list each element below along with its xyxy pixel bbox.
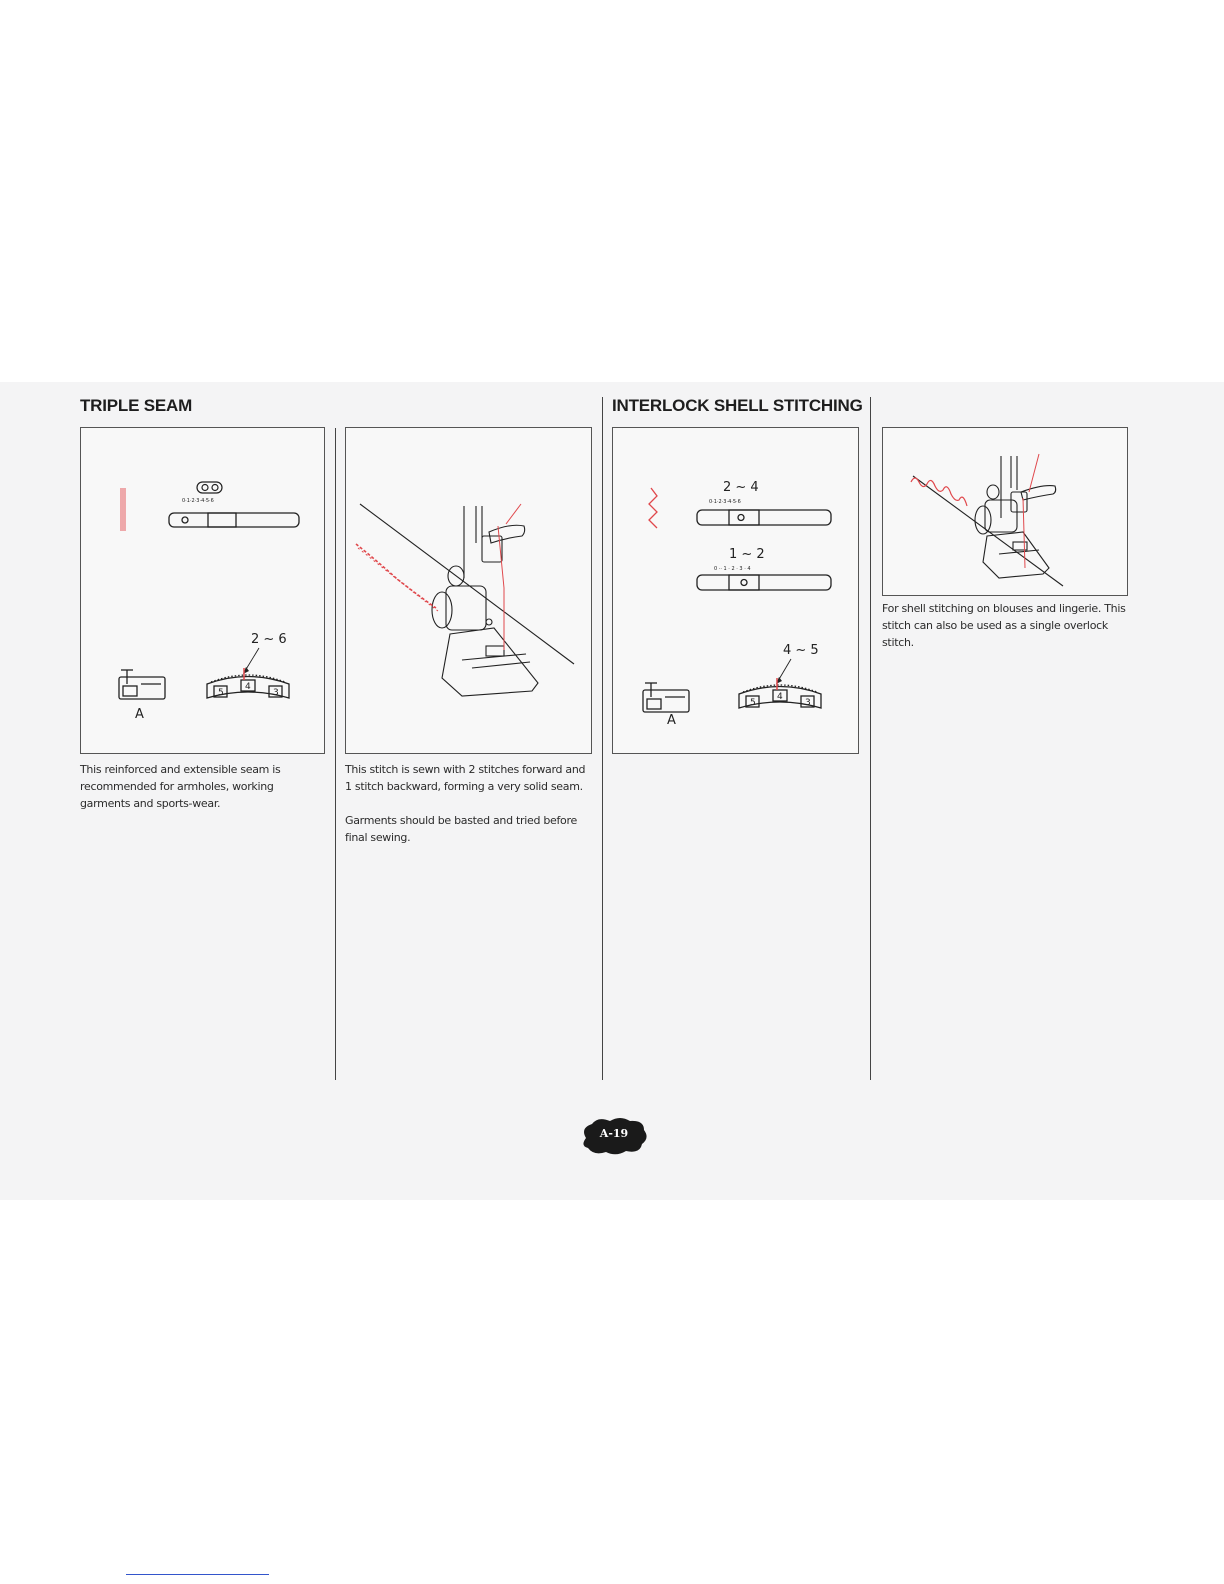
interlock-illustration-panel (882, 427, 1128, 596)
interlock-presser-foot-a-icon (643, 683, 689, 712)
triple-tension-range: 2 ~ 6 (251, 632, 287, 647)
interlock-length-range: 1 ~ 2 (729, 547, 765, 562)
triple-foot-label: A (135, 707, 144, 722)
triple-seam-illustration-panel (345, 427, 592, 754)
interlock-dial-number-3: 3 (805, 698, 811, 708)
column-divider-3 (870, 397, 871, 1080)
sewing-foot-illustration-icon (360, 504, 574, 696)
triple-width-scale: 0·1·2·3·4·5·6 (182, 498, 214, 504)
footer-link-underline[interactable] (126, 1574, 269, 1575)
page-number: A-19 (599, 1127, 629, 1140)
interlock-length-scale: 0 ·· 1 · 2 · 3 · 4 (714, 566, 751, 572)
interlock-tension-range: 4 ~ 5 (783, 643, 819, 658)
triple-stitch-symbol-icon (121, 488, 125, 531)
interlock-width-slider-icon (697, 510, 831, 525)
interlock-width-range: 2 ~ 4 (723, 480, 759, 495)
interlock-width-scale: 0·1·2·3·4·5·6 (709, 499, 741, 505)
overlock-foot-illustration-icon (913, 456, 1063, 586)
interlock-dial-number-1: 5 (750, 698, 756, 708)
triple-width-slider-icon (169, 513, 299, 527)
column-divider-1 (335, 428, 336, 1080)
interlock-settings-panel (612, 427, 859, 754)
interlock-title: INTERLOCK SHELL STITCHING (612, 396, 863, 415)
triple-seam-basting-note: Garments should be basted and tried before final sewing. (345, 814, 577, 844)
column-divider-2 (602, 397, 603, 1080)
triple-seam-settings-panel (80, 427, 325, 754)
shell-stitch-icon (911, 478, 967, 506)
interlock-foot-label: A (667, 713, 676, 728)
triple-seam-title: TRIPLE SEAM (80, 396, 193, 415)
interlock-stitch-symbol-icon (649, 488, 657, 528)
triple-dial-number-1: 5 (218, 688, 224, 698)
triple-dial-number-3: 3 (273, 688, 279, 698)
triple-dial-number-2: 4 (245, 682, 251, 692)
triple-seam-sewing-note: This stitch is sewn with 2 stitches forward and 1 stitch backward, forming a very solid seam. (345, 763, 586, 793)
interlock-dial-number-2: 4 (777, 692, 783, 702)
triple-seam-description: This reinforced and extensible seam is recommended for armholes, working garments and sports-wear. (80, 763, 281, 810)
interlock-length-slider-icon (697, 575, 831, 590)
interlock-description: For shell stitching on blouses and lingerie. This stitch can also be used as a single overlock stitch. (882, 602, 1126, 649)
presser-foot-a-icon (119, 670, 165, 699)
needle-position-icon (197, 482, 222, 493)
